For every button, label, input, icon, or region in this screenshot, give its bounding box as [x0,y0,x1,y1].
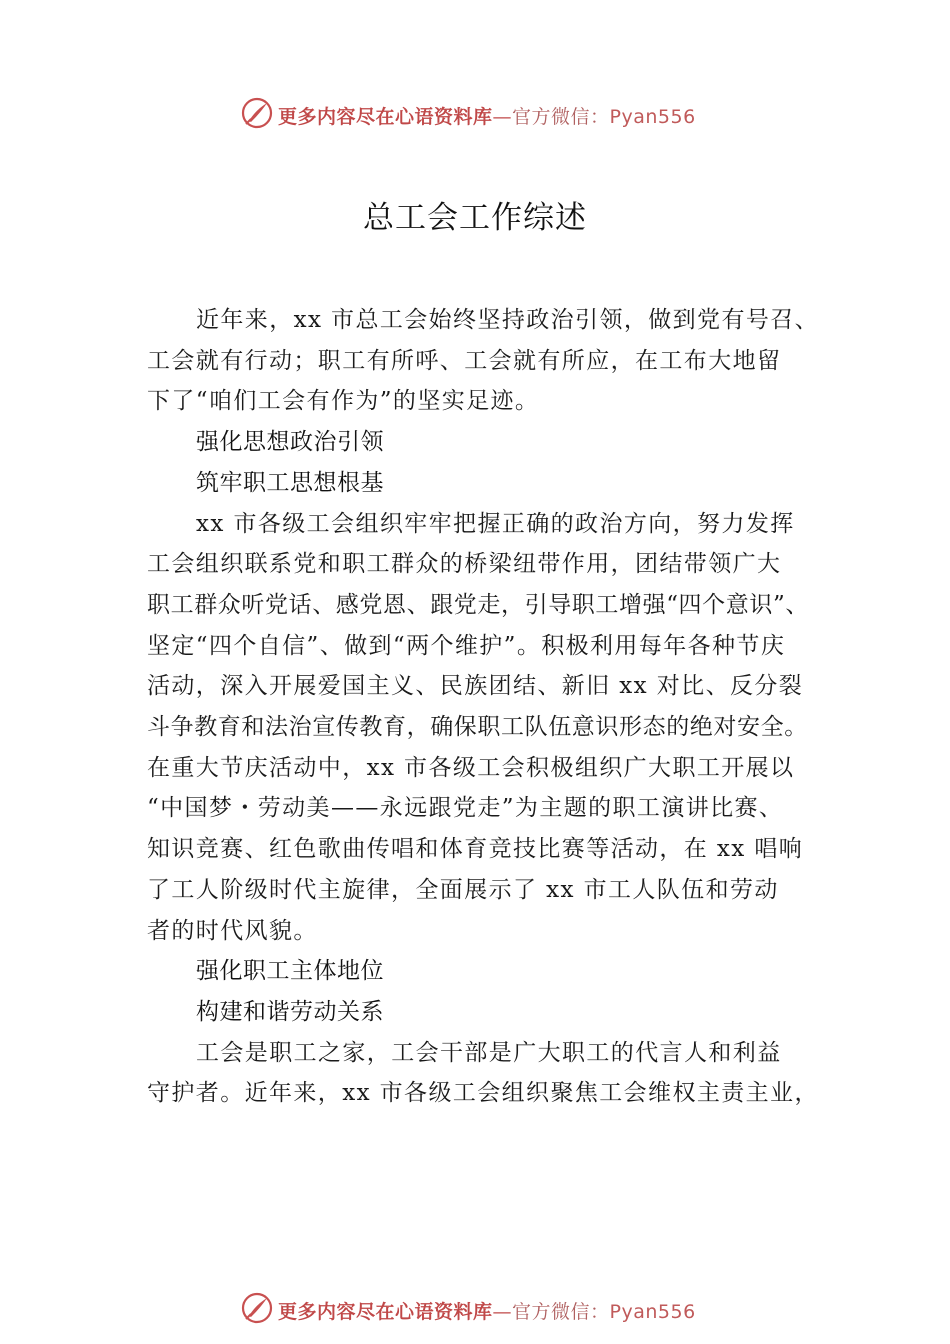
text-line: 守护者。近年来，xx 市各级工会组织聚焦工会维权主责主业， [147,1080,819,1107]
text-line: 工会组织联系党和职工群众的桥梁纽带作用，团结带领广大 [147,551,782,578]
watermark-text [278,102,696,129]
paragraph-ideology [147,504,837,952]
watermark-wechat-id: Pyan556 [609,106,696,128]
text-line: 斗争教育和法治宣传教育，确保职工队伍意识形态的绝对安全。 [147,714,808,741]
watermark-library: 更多内容尽在心语资料库 [278,1301,493,1323]
paragraph-intro [147,300,837,422]
text-line: 在重大节庆活动中，xx 市各级工会积极组织广大职工开展以 [147,754,795,781]
text-line: 者的时代风貌。 [147,917,318,944]
text-line: 坚定“四个自信”、做到“两个维护”。积极利用每年各种节庆 [147,632,786,659]
section-heading: 构建和谐劳动关系 [196,998,384,1025]
text-line: 了工人阶级时代主旋律，全面展示了 xx 市工人队伍和劳动 [147,876,779,903]
watermark-wechat-label: 官方微信： [512,106,610,128]
text-line: 工会是职工之家，工会干部是广大职工的代言人和利益 [196,1039,782,1066]
quill-seal-icon [240,1291,274,1325]
watermark-wechat-label: 官方微信： [512,1301,610,1323]
text-line: 活动，深入开展爱国主义、民族团结、新旧 xx 对比、反分裂 [147,673,804,700]
text-line: 工会就有行动；职工有所呼、工会就有所应，在工布大地留 [147,347,782,374]
document-body [147,300,837,1114]
header-watermark [0,96,950,136]
text-line: 下了“咱们工会有作为”的坚实足迹。 [147,388,540,415]
text-line: xx 市各级工会组织牢牢把握正确的政治方向，努力发挥 [196,510,795,537]
section-heading: 筑牢职工思想根基 [196,469,384,496]
paragraph-labor-relations [147,1033,837,1114]
document-title: 总工会工作综述 [363,200,587,236]
watermark-wechat-id: Pyan556 [609,1301,696,1323]
watermark-dash: — [492,1301,513,1323]
watermark-library: 更多内容尽在心语资料库 [278,106,493,128]
text-line: 知识竞赛、红色歌曲传唱和体育竞技比赛等活动，在 xx 唱响 [147,836,804,863]
text-line: 职工群众听党话、感党恩、跟党走，引导职工增强“四个意识”、 [147,591,809,618]
watermark-dash: — [492,106,513,128]
text-line: 近年来，xx 市总工会始终坚持政治引领，做到党有号召、 [196,307,820,333]
watermark-text [278,1297,696,1324]
footer-watermark [0,1291,950,1331]
text-line: “中国梦・劳动美——永远跟党走”为主题的职工演讲比赛、 [147,795,784,822]
section-heading: 强化思想政治引领 [196,429,384,456]
section-heading: 强化职工主体地位 [196,958,384,985]
quill-seal-icon [240,96,274,130]
